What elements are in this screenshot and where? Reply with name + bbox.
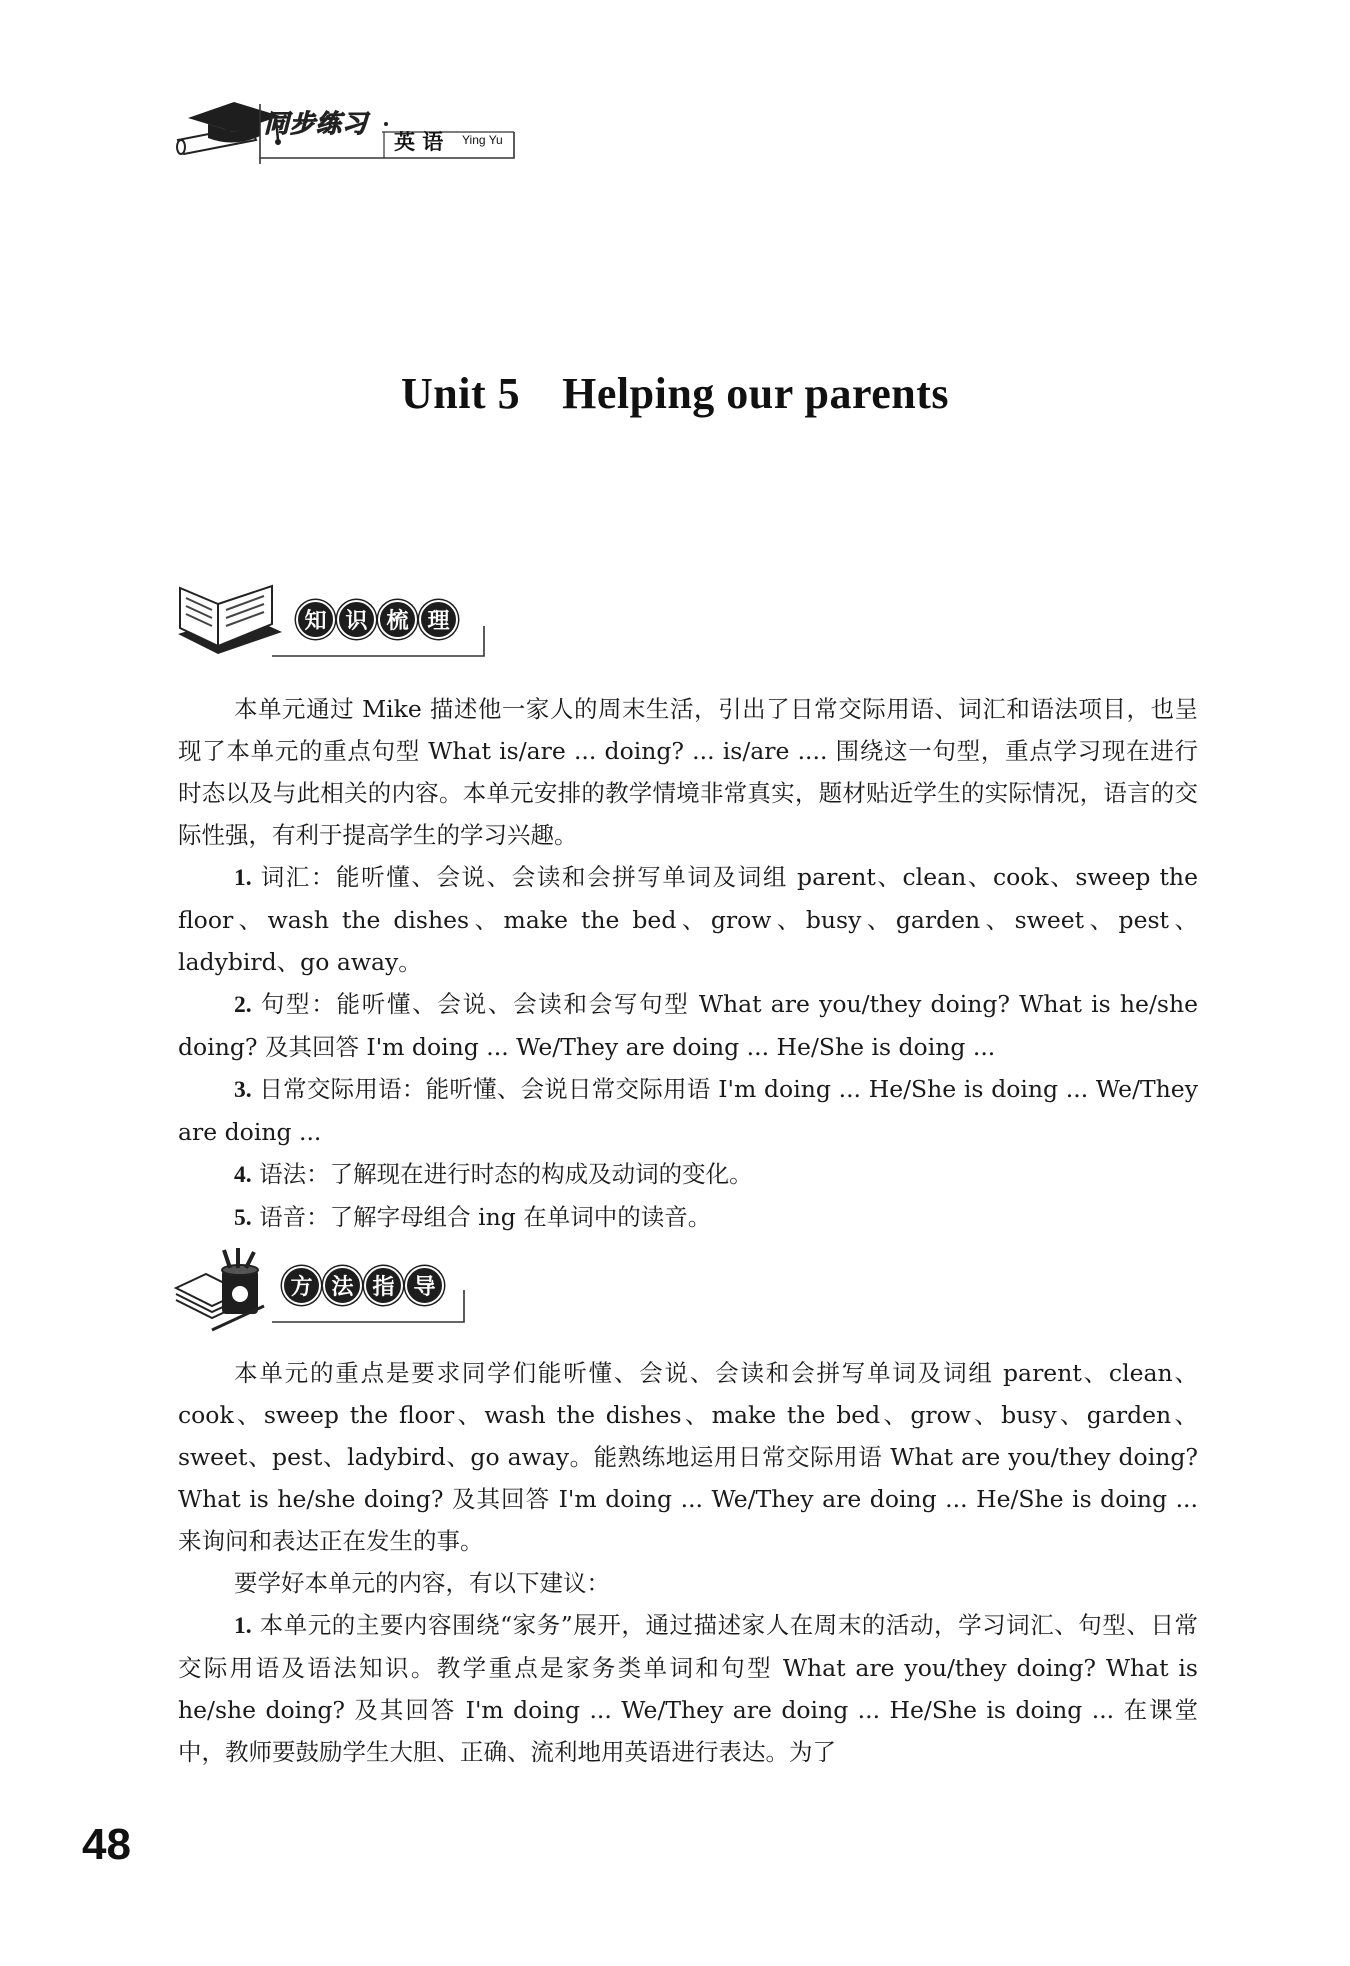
heading-char: 导 xyxy=(405,1266,444,1305)
heading-char: 理 xyxy=(419,600,458,639)
unit-title xyxy=(0,368,1350,419)
page-number: 48 xyxy=(82,1820,131,1869)
heading-char: 知 xyxy=(296,600,335,639)
unit-name: Helping our parents xyxy=(562,369,949,418)
paragraph: 本单元通过 Mike 描述他一家人的周末生活，引出了日常交际用语、词汇和语法项目，也呈现了本单元的重点句型 What is/are ... doing? ... is/are .... 围绕这一句型，重点学习现在进行时态以及与此相关的内容。本单元安排的教学情境非常真实，题材贴近学生的实际情况，语言的交际性强，有利于提高学生的学习兴趣。 xyxy=(178,695,1198,849)
list-item: 4. 语法：了解现在进行时态的构成及动词的变化。 xyxy=(234,1160,753,1188)
list-item: 2. 句型：能听懂、会说、会读和会写句型 What are you/they doing? What is he/she doing? 及其回答 I'm doing ... We/They are doing ... He/She is doing ... xyxy=(178,990,1198,1061)
section-heading-knowledge xyxy=(172,584,492,664)
section-knowledge-body xyxy=(178,688,1198,1239)
heading-char: 法 xyxy=(323,1266,362,1305)
list-item: 3. 日常交际用语：能听懂、会说日常交际用语 I'm doing ... He/She is doing ... We/They are doing ... xyxy=(178,1075,1198,1146)
list-item: 1. 词汇：能听懂、会说、会读和会拼写单词及词组 parent、clean、cook、sweep the floor、wash the dishes、make the bed、grow、busy、garden、sweet、pest、ladybird、go away。 xyxy=(178,863,1198,976)
unit-number: Unit 5 xyxy=(401,369,521,418)
subject-label: 英 语 xyxy=(394,130,444,154)
heading-char: 梳 xyxy=(378,600,417,639)
subject-pinyin: Ying Yu xyxy=(462,133,503,147)
section-heading-text xyxy=(296,600,458,639)
paragraph: 要学好本单元的内容，有以下建议： xyxy=(234,1569,610,1597)
book-header xyxy=(172,96,532,168)
section-heading-method xyxy=(172,1248,472,1328)
heading-char: 方 xyxy=(282,1266,321,1305)
list-item: 1. 本单元的主要内容围绕“家务”展开，通过描述家人在周末的活动，学习词汇、句型、日常交际用语及语法知识。教学重点是家务类单词和句型 What are you/they doing? What is he/she doing? 及其回答 I'm doing ... We/They are doing ... He/She is doing ... 在课堂中，教师要鼓励学生大胆、正确、流利地用英语进行表达。为了 xyxy=(178,1611,1198,1766)
section-heading-text xyxy=(282,1266,444,1305)
list-item: 5. 语音：了解字母组合 ing 在单词中的读音。 xyxy=(234,1203,712,1231)
paragraph: 本单元的重点是要求同学们能听懂、会说、会读和会拼写单词及词组 parent、clean、cook、sweep the floor、wash the dishes、make the bed、grow、busy、garden、sweet、pest、ladybird、go away。能熟练地运用日常交际用语 What are you/they doing? What is he/she doing? 及其回答 I'm doing ... We/They are doing ... He/She is doing ... 来询问和表达正在发生的事。 xyxy=(178,1359,1198,1555)
heading-char: 识 xyxy=(337,600,376,639)
series-title: 同步练习 xyxy=(264,109,369,138)
heading-char: 指 xyxy=(364,1266,403,1305)
section-method-body xyxy=(178,1352,1198,1773)
